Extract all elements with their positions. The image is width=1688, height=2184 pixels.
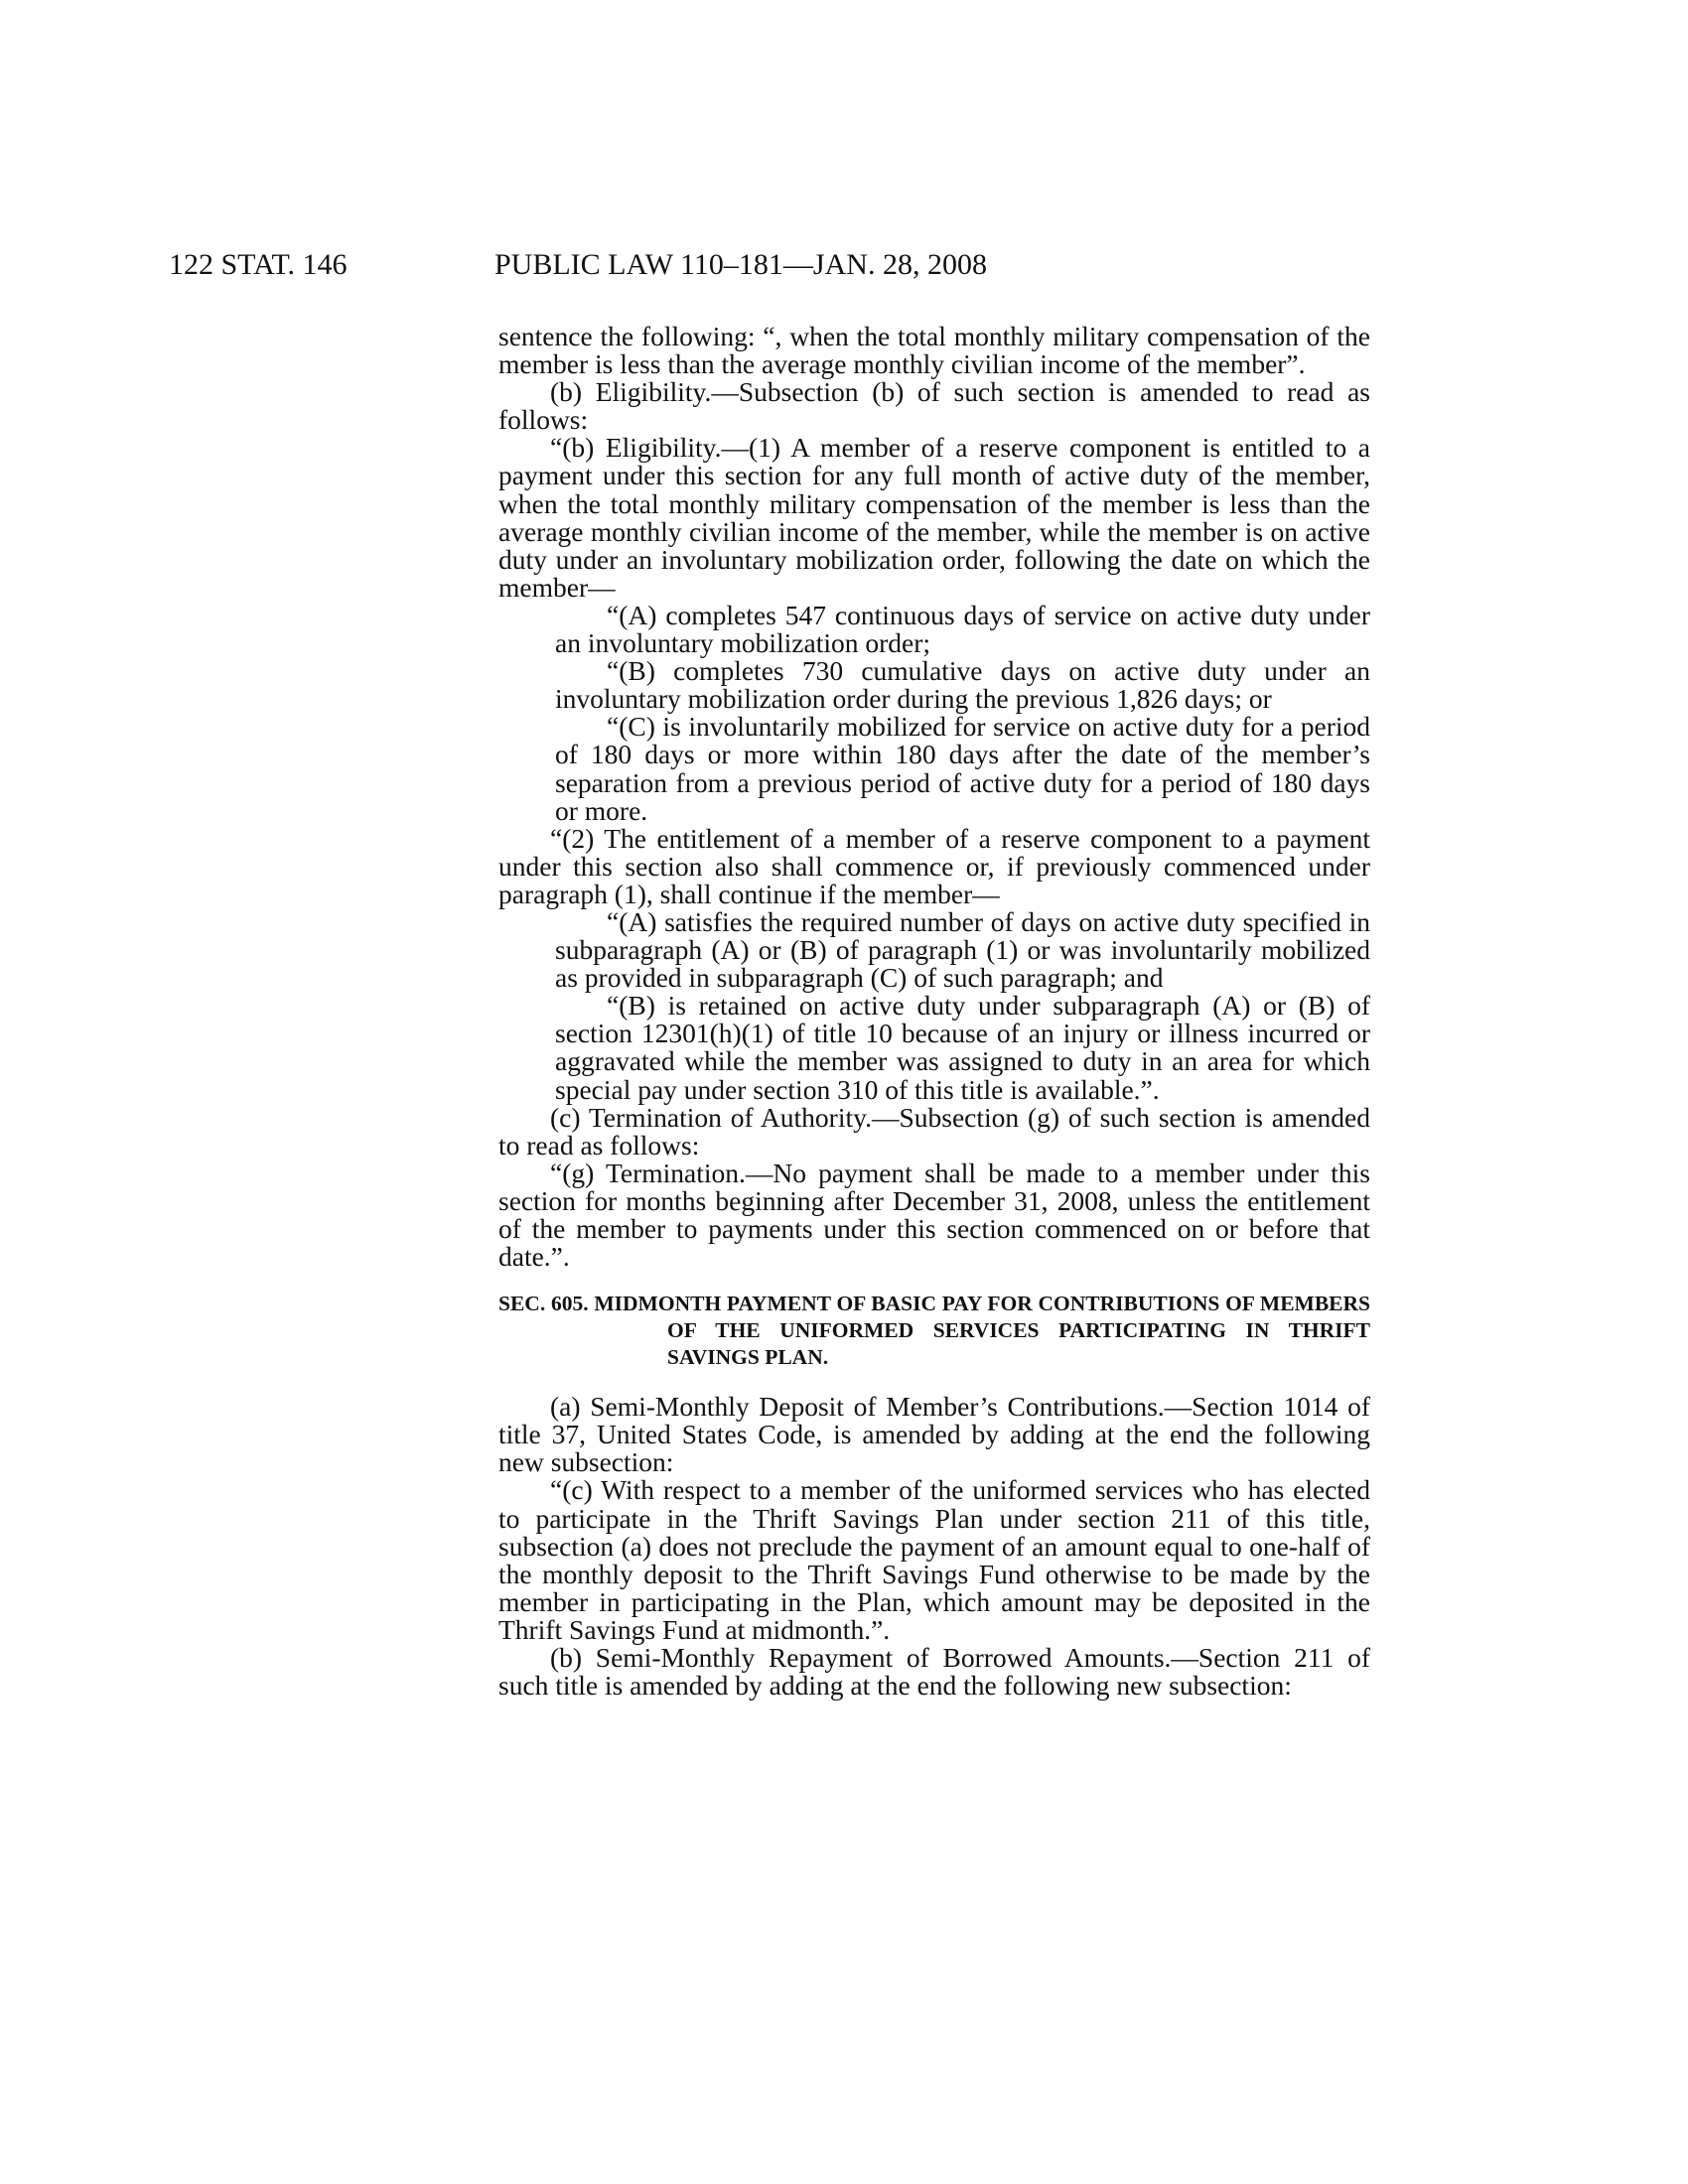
paragraph-quoted-c: “(c) With respect to a member of the uniformed services who has elected to participate in the Thrift Savings Plan under section 211 of this title, subsection (a) does not preclude the payment of an amount equal to one-half of the monthly deposit to the Thrift Savings Fund otherwise to be made by the member in participating in the Plan, which amount may be deposited in the Thrift Savings Fund at midmonth.”.	[498, 1474, 1370, 1645]
statute-citation: 122 STAT. 146	[169, 248, 348, 281]
body-text	[498, 323, 1370, 1700]
section-heading: SEC. 605. MIDMONTH PAYMENT OF BASIC PAY FOR CONTRIBUTIONS OF MEMBERS OF THE UNIFORMED SERVICES PARTICIPATING IN THRIFT SAVINGS PLAN.	[498, 1292, 1370, 1370]
paragraph-semi-monthly-deposit: (a) Semi-Monthly Deposit of Member’s Contributions.—Section 1014 of title 37, United States Code, is amended by adding at the end the following new subsection:	[498, 1391, 1370, 1478]
paragraph-clause-c: “(C) is involuntarily mobilized for service on active duty for a period of 180 days or more within 180 days after the date of the member’s separation from a previous period of active duty for a period of 180 days or more.	[555, 711, 1370, 826]
paragraph-entitlement-2: “(2) The entitlement of a member of a reserve component to a payment under this section also shall commence or, if previously commenced under paragraph (1), shall continue if the member—	[498, 822, 1370, 909]
paragraph-subsection-c: (c) Termination of Authority.—Subsection (g) of such section is amended to read as follows:	[498, 1101, 1370, 1160]
paragraph-clause-b: “(B) completes 730 cumulative days on active duty under an involuntary mobilization order during the previous 1,826 days; or	[555, 655, 1370, 715]
paragraph-clause-a: “(A) completes 547 continuous days of service on active duty under an involuntary mobilization order;	[555, 599, 1370, 659]
paragraph-continuation: sentence the following: “, when the total monthly military compensation of the member is less than the average monthly civilian income of the member”.	[498, 321, 1370, 380]
page-header	[169, 248, 1370, 288]
paragraph-termination: “(g) Termination.—No payment shall be made to a member under this section for months beginning after December 31, 2008, unless the entitlement of the member to payments under this section commenced on or before that date.”.	[498, 1157, 1370, 1273]
public-law-citation: PUBLIC LAW 110–181—JAN. 28, 2008	[494, 248, 987, 281]
paragraph-subsection-b: (b) Eligibility.—Subsection (b) of such section is amended to read as follows:	[498, 376, 1370, 436]
paragraph-entitlement-b: “(B) is retained on active duty under subparagraph (A) or (B) of section 12301(h)(1) of title 10 because of an injury or illness incurred or aggravated while the member was assigned to duty in an area for which special pay under section 310 of this title is available.”.	[555, 990, 1370, 1105]
paragraph-quoted-eligibility: “(b) Eligibility.—(1) A member of a reserve component is entitled to a payment under this section for any full month of active duty of the member, when the total monthly military compensation of the member is less than the average monthly civilian income of the member, while the member is on active duty under an involuntary mobilization order, following the date on which the member—	[498, 432, 1370, 603]
paragraph-semi-monthly-repayment: (b) Semi-Monthly Repayment of Borrowed Amounts.—Section 211 of such title is amended by adding at the end the following new subsection:	[498, 1642, 1370, 1702]
paragraph-entitlement-a: “(A) satisfies the required number of days on active duty specified in subparagraph (A) or (B) of paragraph (1) or was involuntarily mobilized as provided in subparagraph (C) of such paragraph; and	[555, 905, 1370, 994]
